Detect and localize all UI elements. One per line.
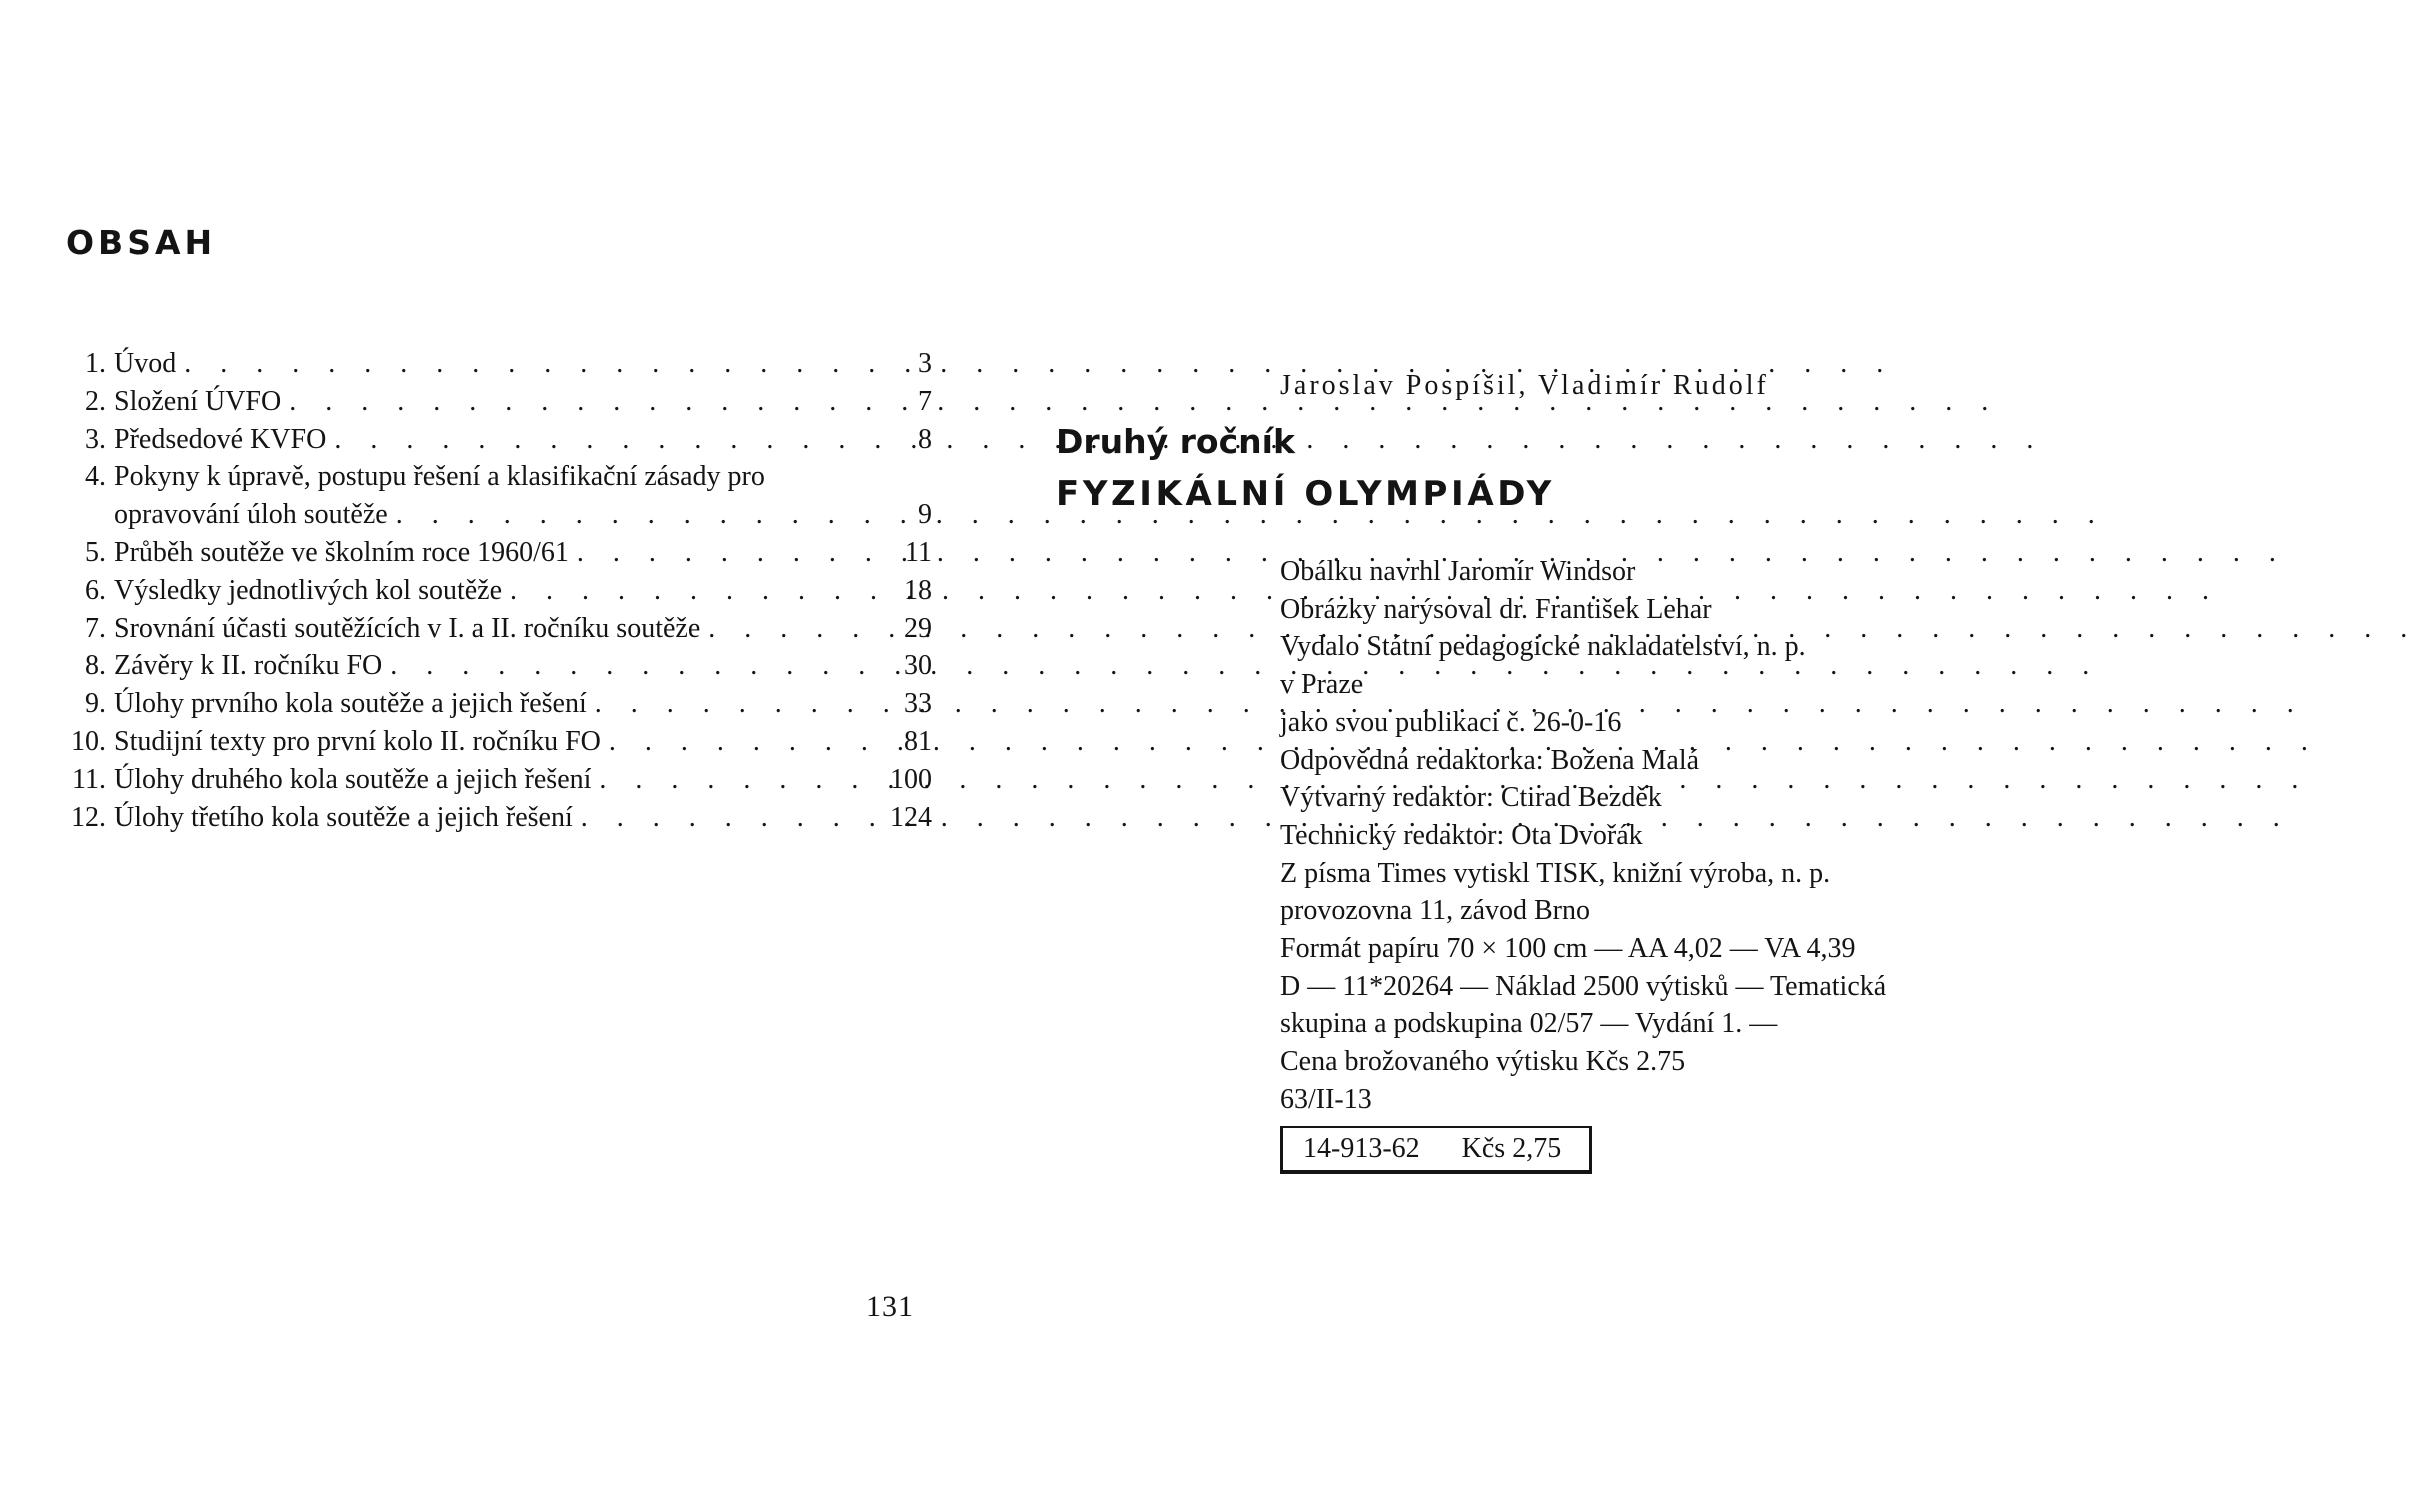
toc-entry-number: 1.: [85, 348, 106, 379]
toc-entry-title: Úlohy prvního kola soutěže a jejich řešení: [114, 688, 587, 720]
toc-entry: [60, 647, 932, 685]
toc-leader-dots: [601, 723, 898, 761]
toc-entry-title: Studijní texty pro první kolo II. ročníku FO: [114, 725, 601, 757]
imprint-group-info: skupina a podskupina 02/57 — Vydání 1. —: [1280, 1008, 1778, 1040]
toc-entry-page: 81: [904, 725, 932, 757]
toc-entry-number: 3.: [85, 423, 106, 455]
price-box-code: 14-913-62: [1303, 1133, 1420, 1164]
toc-entry: [60, 761, 932, 799]
toc-entry-title: Složení ÚVFO: [114, 385, 282, 417]
imprint-paper-format: Formát papíru 70 × 100 cm — AA 4,02 — VA 4,39: [1280, 933, 1856, 965]
imprint-publication-number: jako svou publikaci č. 26-0-16: [1280, 706, 1622, 738]
toc-entry-title: Výsledky jednotlivých kol soutěže: [114, 574, 503, 606]
toc-entry: [60, 345, 932, 383]
toc-leader-dots: [587, 685, 898, 723]
toc-entry-title: Úlohy třetího kola soutěže a jejich řešení: [114, 801, 573, 833]
toc-entry-page: 8: [918, 423, 932, 455]
toc-entry-title: Srovnání účasti soutěžících v I. a II. ročníku soutěže: [114, 612, 701, 644]
toc-leader-dots: [591, 761, 890, 799]
imprint-publisher-city: v Praze: [1280, 669, 1364, 701]
imprint-technical-editor: Technický redaktor: Ota Dvořák: [1280, 819, 1643, 851]
imprint-cover: Obálku navrhl Jaromír Windsor: [1280, 556, 1636, 587]
toc-entry-page: 33: [904, 688, 932, 720]
imprint-printer-location: provozovna 11, závod Brno: [1280, 895, 1590, 927]
imprint-drawings: Obrázky narýsoval dr. František Lehar: [1280, 593, 1712, 625]
toc-entry-number: 4.: [85, 461, 106, 493]
toc-entry-number: 7.: [85, 612, 106, 644]
table-of-contents: [60, 345, 932, 836]
toc-leader-dots: [382, 647, 898, 685]
toc-entry-number: 6.: [85, 574, 106, 606]
toc-entry: [60, 723, 932, 761]
toc-leader-dots: [569, 534, 898, 572]
toc-entry: [60, 383, 932, 421]
page-number: 131: [866, 1290, 914, 1323]
toc-entry: [60, 458, 932, 534]
toc-entry: [60, 534, 932, 572]
toc-entry-page: 11: [905, 536, 932, 568]
toc-entry-number: 2.: [85, 385, 106, 417]
toc-entry: [60, 421, 932, 459]
toc-leader-dots: [502, 572, 898, 610]
imprint-block: [1280, 553, 1920, 1119]
toc-entry: [60, 610, 932, 648]
toc-heading: OBSAH: [66, 223, 217, 262]
toc-entry: [60, 799, 932, 837]
toc-entry-page: 30: [904, 650, 932, 682]
toc-entry: [60, 572, 932, 610]
price-box: [1280, 1126, 1592, 1174]
toc-entry-page: 29: [904, 612, 932, 644]
imprint-printer: Z písma Times vytiskl TISK, knižní výroba, n. p.: [1280, 857, 1831, 889]
toc-entry-title: Závěry k II. ročníku FO: [114, 650, 383, 682]
price-box-price: Kčs 2,75: [1461, 1133, 1562, 1164]
toc-leader-dots: [573, 799, 890, 837]
toc-entry-number: 11.: [72, 763, 106, 795]
toc-leader-dots: [281, 383, 898, 421]
toc-entry-number: 8.: [85, 650, 106, 682]
toc-leader-dots: [700, 610, 898, 648]
toc-entry-page: 7: [918, 385, 932, 417]
toc-leader-dots: [388, 496, 898, 534]
toc-entry-title: Úvod: [114, 348, 177, 379]
imprint-price: Cena brožovaného výtisku Kčs 2.75: [1280, 1046, 1686, 1078]
toc-entry-page: 3: [918, 348, 932, 379]
toc-entry: [60, 685, 932, 723]
imprint-edition-info: D — 11*20264 — Náklad 2500 výtisků — Tematická: [1280, 970, 1887, 1002]
toc-entry-number: 12.: [71, 801, 106, 833]
toc-entry-page: 100: [890, 763, 932, 795]
book-title-line2: FYZIKÁLNÍ OLYMPIÁDY: [1056, 474, 1555, 514]
toc-entry-page: 124: [890, 801, 932, 833]
toc-entry-page: 9: [918, 499, 932, 531]
toc-leader-dots: [326, 421, 898, 459]
toc-entry-title: Úlohy druhého kola soutěže a jejich řešení: [114, 763, 592, 795]
toc-entry-number: 9.: [85, 688, 106, 720]
imprint-publisher: Vydalo Státní pedagogické nakladatelství, n. p.: [1280, 631, 1806, 663]
toc-entry-title-line2: opravování úloh soutěže: [114, 499, 388, 531]
imprint-art-editor: Výtvarný redaktor: Ctirad Bezděk: [1280, 782, 1662, 814]
toc-entry-title: Průběh soutěže ve školním roce 1960/61: [114, 536, 569, 568]
toc-entry-page: 18: [904, 574, 932, 606]
toc-entry-number: 10.: [71, 725, 106, 757]
imprint-editor: Odpovědná redaktorka: Božena Malá: [1280, 744, 1700, 776]
book-authors: Jaroslav Pospíšil, Vladimír Rudolf: [1280, 370, 1769, 401]
toc-entry-title: Předsedové KVFO: [114, 423, 327, 455]
toc-entry-title-line1: Pokyny k úpravě, postupu řešení a klasifikační zásady pro: [114, 461, 765, 493]
book-title-line1: Druhý ročník: [1056, 422, 1295, 461]
toc-entry-number: 5.: [85, 536, 106, 568]
toc-leader-dots: [176, 345, 898, 383]
imprint-code: 63/II-13: [1280, 1083, 1372, 1115]
